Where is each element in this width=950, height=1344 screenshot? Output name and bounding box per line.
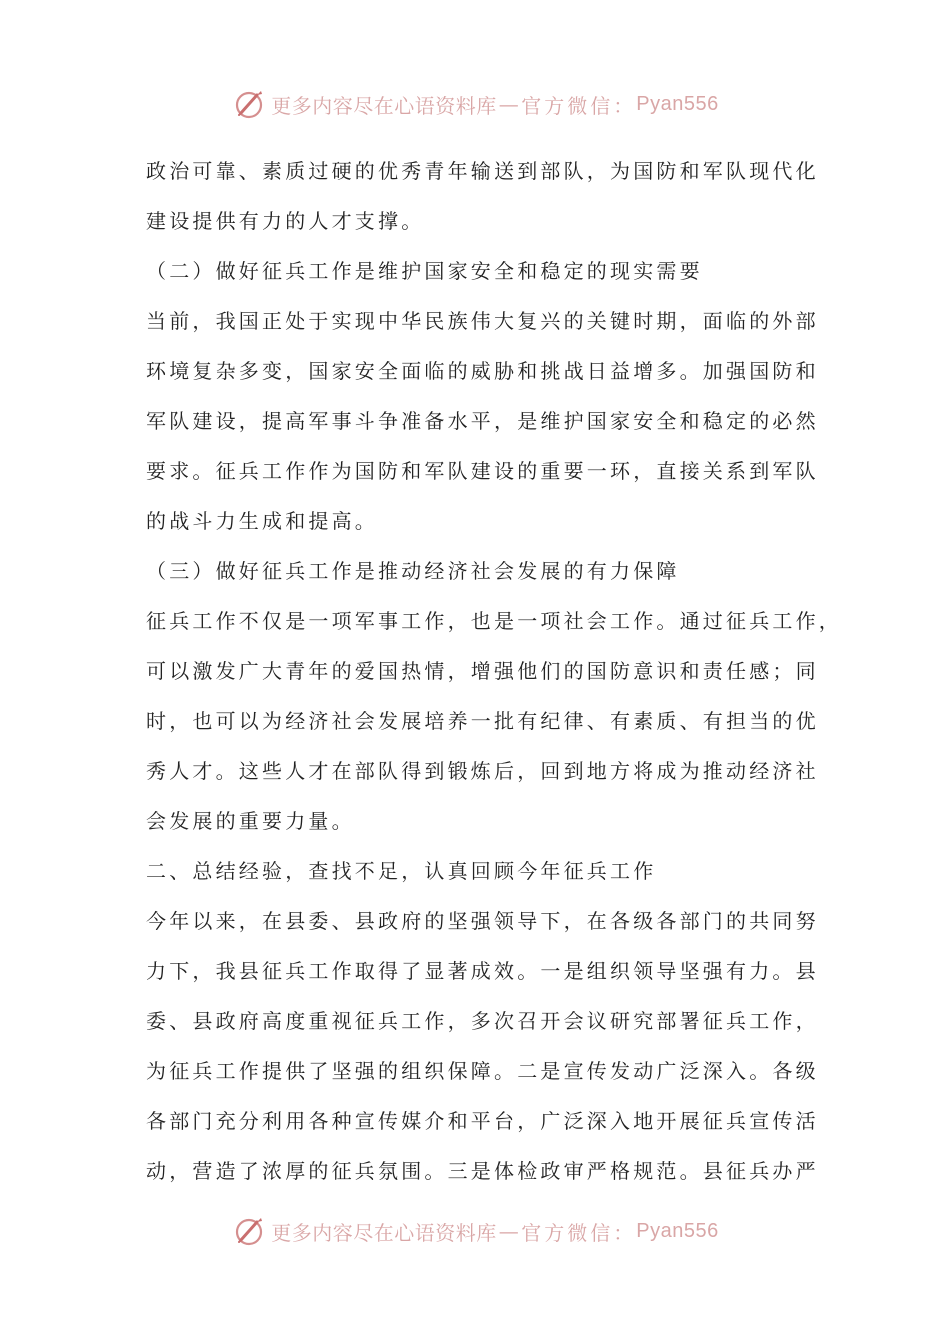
text-line: 力下，我县征兵工作取得了显著成效。一是组织领导坚强有力。县 (146, 959, 819, 983)
footer-banner (0, 1211, 950, 1251)
text-line: 会发展的重要力量。 (146, 809, 355, 833)
section-heading: （三）做好征兵工作是推动经济社会发展的有力保障 (146, 559, 680, 583)
text-line: 要求。征兵工作作为国防和军队建设的重要一环，直接关系到军队 (146, 459, 819, 483)
text-line: 可以激发广大青年的爱国热情，增强他们的国防意识和责任感；同 (146, 659, 819, 683)
section-heading: （二）做好征兵工作是维护国家安全和稳定的现实需要 (146, 259, 703, 283)
text-line: 今年以来，在县委、县政府的坚强领导下，在各级各部门的共同努 (146, 909, 819, 933)
text-line: 委、县政府高度重视征兵工作，多次召开会议研究部署征兵工作， (146, 1009, 819, 1033)
banner-wechat-label: 官方微信： (521, 93, 637, 118)
text-line: 当前，我国正处于实现中华民族伟大复兴的关键时期，面临的外部 (146, 309, 819, 333)
banner-separator: — (498, 1219, 520, 1243)
banner-wechat-label: 官方微信： (521, 1220, 637, 1245)
text-line: 征兵工作不仅是一项军事工作，也是一项社会工作。通过征兵工作， (146, 609, 842, 633)
text-line: 环境复杂多变，国家安全面临的威胁和挑战日益增多。加强国防和 (146, 359, 819, 383)
banner-wechat-id: Pyan556 (636, 92, 719, 115)
banner-separator: — (498, 92, 520, 116)
text-line: 各部门充分利用各种宣传媒介和平台，广泛深入地开展征兵宣传活 (146, 1109, 819, 1133)
text-line: 秀人才。这些人才在部队得到锻炼后，回到地方将成为推动经济社 (146, 759, 819, 783)
banner-title: 更多内容尽在心语资料库 (271, 1220, 497, 1245)
text-line: 为征兵工作提供了坚强的组织保障。二是宣传发动广泛深入。各级 (146, 1059, 819, 1083)
section-heading: 二、总结经验，查找不足，认真回顾今年征兵工作 (146, 859, 657, 883)
text-line: 的战斗力生成和提高。 (146, 509, 378, 533)
header-banner (0, 84, 950, 124)
pen-logo-icon (231, 1213, 267, 1249)
pen-logo-icon (231, 86, 267, 122)
text-line: 军队建设，提高军事斗争准备水平，是维护国家安全和稳定的必然 (146, 409, 819, 433)
banner-wechat-id: Pyan556 (636, 1219, 719, 1242)
banner-title: 更多内容尽在心语资料库 (271, 93, 497, 118)
text-line: 动，营造了浓厚的征兵氛围。三是体检政审严格规范。县征兵办严 (146, 1159, 819, 1183)
document-body (146, 146, 842, 1196)
text-line: 建设提供有力的人才支撑。 (146, 209, 425, 233)
text-line: 时，也可以为经济社会发展培养一批有纪律、有素质、有担当的优 (146, 709, 819, 733)
text-line: 政治可靠、素质过硬的优秀青年输送到部队，为国防和军队现代化 (146, 159, 819, 183)
